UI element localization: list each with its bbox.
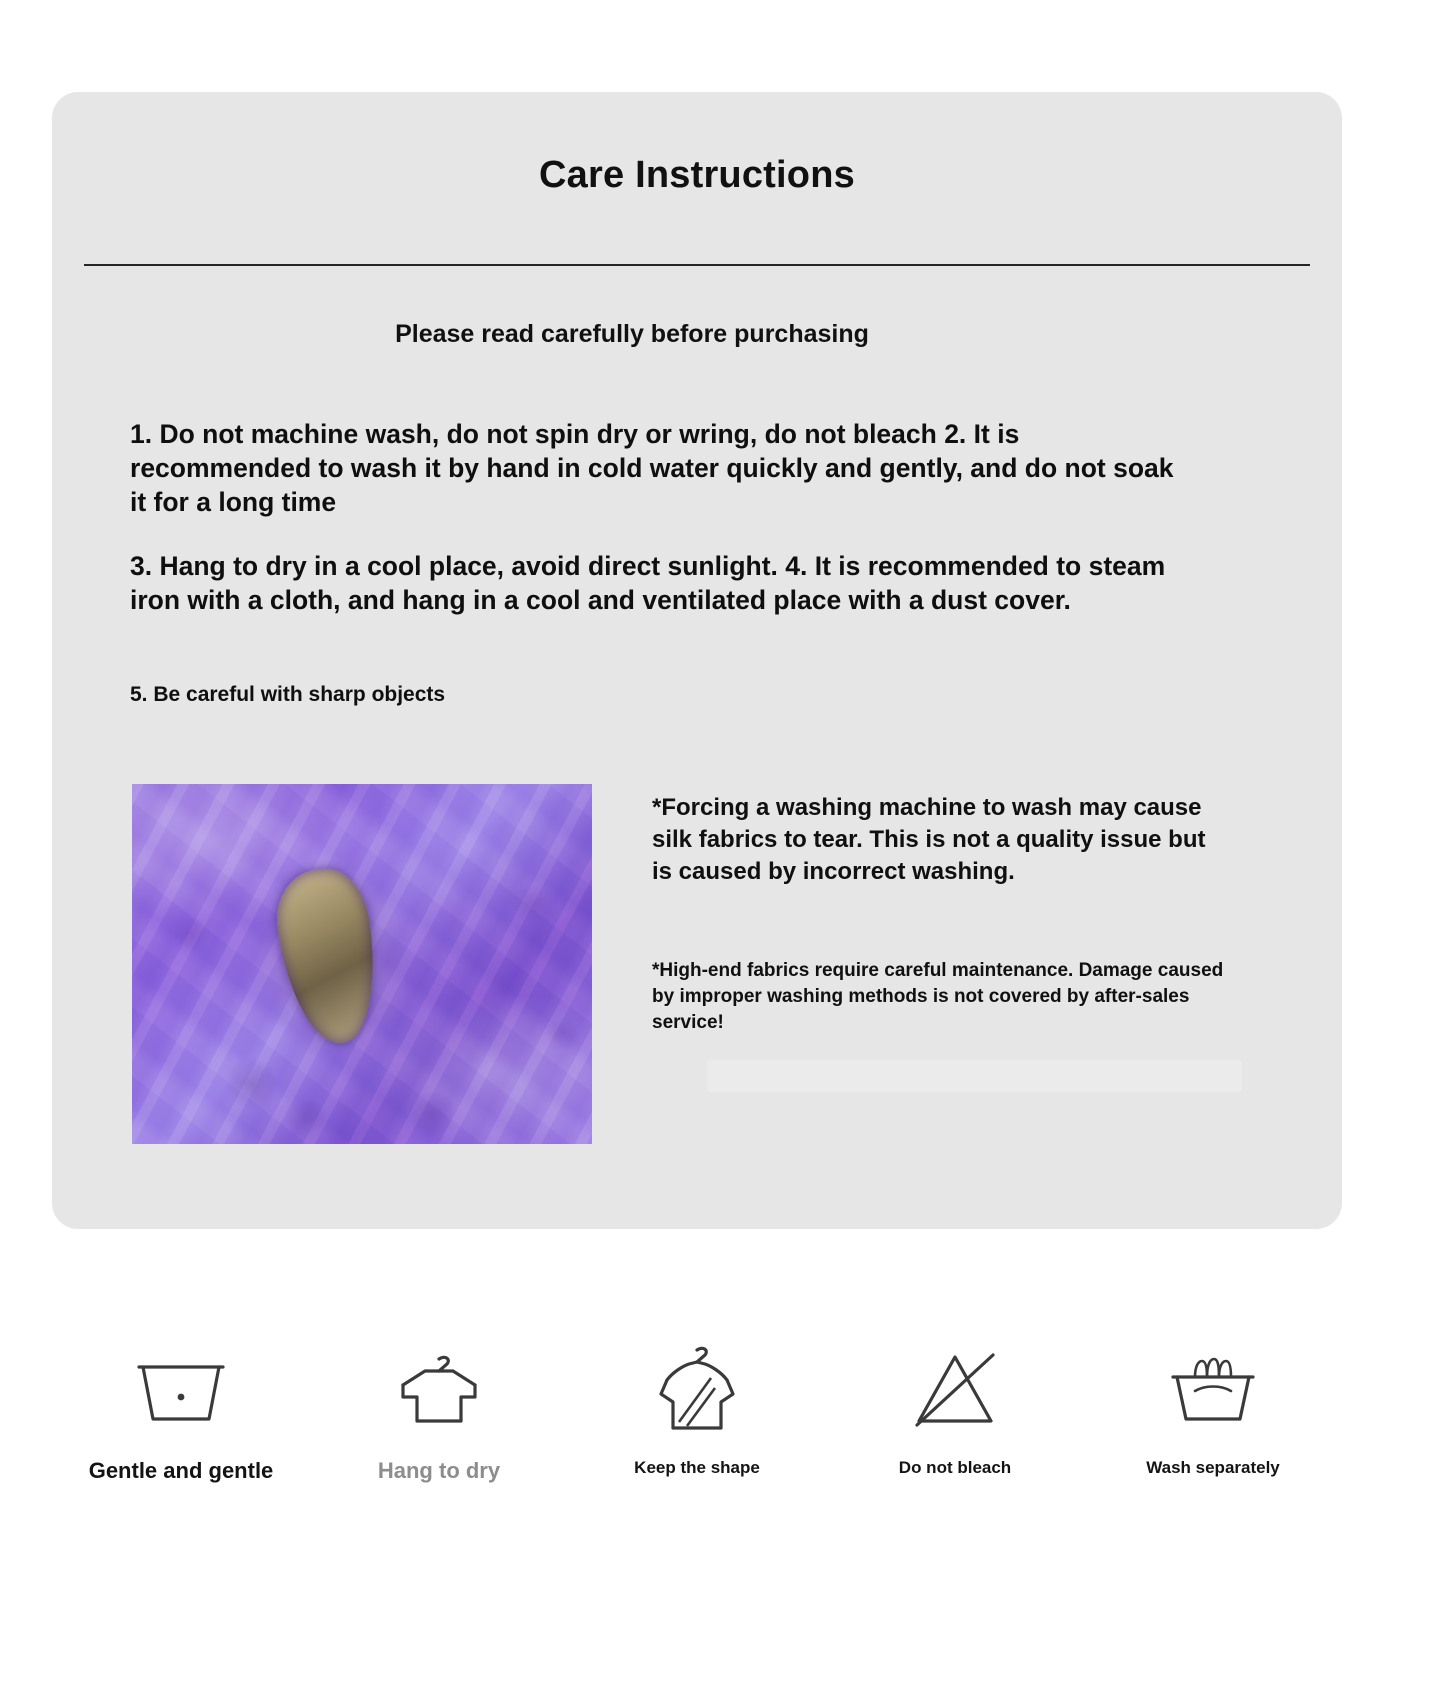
care-paragraph-3: 5. Be careful with sharp objects [130,683,446,706]
care-symbol-label: Do not bleach [898,1458,1012,1477]
damaged-fabric-photo [132,784,592,1144]
care-symbol-do-not-bleach [826,1340,1084,1484]
page-title: Care Instructions [539,154,855,196]
hand-wash-icon [129,1340,233,1440]
care-symbol-wash-separately [1084,1340,1342,1484]
care-symbol-label: Gentle and gentle [88,1458,274,1483]
hang-to-dry-icon [387,1340,491,1440]
wash-separately-icon [1161,1340,1265,1440]
care-symbol-label: Hang to dry [377,1458,501,1483]
care-symbol-hang-to-dry [310,1340,568,1484]
do-not-bleach-icon [903,1340,1007,1440]
warning-note-1: *Forcing a washing machine to wash may cause silk fabrics to tear. This is not a quality issue but is caused by incorrect washing. [652,794,1206,885]
care-symbol-gentle [52,1340,310,1484]
placeholder-bar [707,1060,1242,1092]
care-paragraph-1: 1. Do not machine wash, do not spin dry or wring, do not bleach 2. It is recommended to wash it by hand in cold water quickly and gently, and do not soak it for a long time [130,419,1174,517]
title-divider [84,264,1310,266]
care-symbols-row [52,1340,1342,1484]
care-instructions-card [52,92,1342,1229]
care-symbol-label: Keep the shape [634,1458,760,1477]
care-symbol-keep-shape [568,1340,826,1484]
care-symbol-label: Wash separately [1146,1458,1280,1477]
subtitle: Please read carefully before purchasing [395,320,869,348]
care-paragraph-2: 3. Hang to dry in a cool place, avoid direct sunlight. 4. It is recommended to steam iron with a cloth, and hang in a cool and ventilated place with a dust cover. [130,551,1166,615]
keep-shape-icon [645,1340,749,1440]
warning-note-2: *High-end fabrics require careful maintenance. Damage caused by improper washing methods is not covered by after-sales service! [652,960,1224,1033]
